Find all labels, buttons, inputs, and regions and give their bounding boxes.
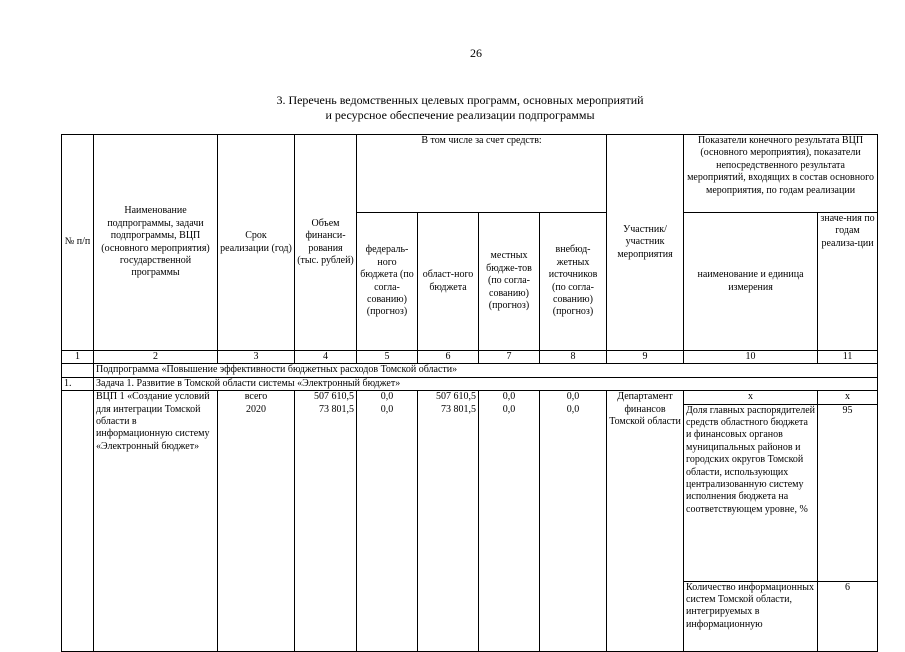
task-title: Задача 1. Развитие в Томской области системы «Электронный бюджет» xyxy=(94,377,878,390)
vcp-regional-total: 507 610,5 xyxy=(418,391,479,404)
col-number-2: 2 xyxy=(94,351,218,364)
col-number-6: 6 xyxy=(418,351,479,364)
vcp-participant: Департамент финансов Томской области xyxy=(607,391,684,651)
subprogram-num-cell xyxy=(62,364,94,377)
vcp-local-2020: 0,0 xyxy=(479,404,540,651)
vcp-volume-2020: 73 801,5 xyxy=(295,404,357,651)
col-number-10: 10 xyxy=(684,351,818,364)
vcp-extra-total: 0,0 xyxy=(540,391,607,404)
header-indicator-name: наименование и единица измерения xyxy=(684,213,818,351)
header-extra: внебюд-жетных источников (по согла-сованию) (прогноз) xyxy=(540,213,607,351)
task-number: 1. xyxy=(62,377,94,390)
col-number-8: 8 xyxy=(540,351,607,364)
header-federal: федераль-ного бюджета (по согла-сованию) (прогноз) xyxy=(357,213,418,351)
indicator-name-1: Доля главных распорядителей средств областного бюджета и финансовых органов муниципальных районов и городских округов Томской области, использующих централизованную систему исполнения бюджета на соответствующем уровне, % xyxy=(684,404,818,581)
indicator-value-2: 6 xyxy=(818,581,878,651)
col-number-11: 11 xyxy=(818,351,878,364)
header-indicator-value: значе-ния по годам реализа-ции xyxy=(818,213,878,351)
title-line-2: и ресурсное обеспечение реализации подпрограммы xyxy=(325,108,595,122)
header-local: местных бюдже-тов (по согла-сованию) (прогноз) xyxy=(479,213,540,351)
vcp-federal-2020: 0,0 xyxy=(357,404,418,651)
vcp-term-2020: 2020 xyxy=(218,404,295,651)
col-number-4: 4 xyxy=(295,351,357,364)
vcp-local-total: 0,0 xyxy=(479,391,540,404)
col-number-5: 5 xyxy=(357,351,418,364)
vcp-extra-2020: 0,0 xyxy=(540,404,607,651)
vcp-term-total: всего xyxy=(218,391,295,404)
vcp-indicator-x-name: х xyxy=(684,391,818,404)
indicator-value-1: 95 xyxy=(818,404,878,581)
col-number-3: 3 xyxy=(218,351,295,364)
vcp-num-cell xyxy=(62,391,94,651)
header-regional: област-ного бюджета xyxy=(418,213,479,351)
section-title xyxy=(0,93,905,123)
header-indicators: Показатели конечного результата ВЦП (основного мероприятия), показатели непосредственного результата мероприятий, входящих в состав основного мероприятия, по годам реализации xyxy=(684,135,878,213)
subprogram-title: Подпрограмма «Повышение эффективности бюджетных расходов Томской области» xyxy=(94,364,878,377)
col-number-1: 1 xyxy=(62,351,94,364)
header-name: Наименование подпрограммы, задачи подпрограммы, ВЦП (основного мероприятия) государственной программы xyxy=(94,135,218,351)
vcp-name: ВЦП 1 «Создание условий для интеграции Томской области в информационную систему «Электронный бюджет» xyxy=(94,391,218,651)
vcp-regional-2020: 73 801,5 xyxy=(418,404,479,651)
col-number-9: 9 xyxy=(607,351,684,364)
page-number: 26 xyxy=(470,46,482,60)
vcp-volume-total: 507 610,5 xyxy=(295,391,357,404)
header-num: № п/п xyxy=(62,135,94,351)
vcp-federal-total: 0,0 xyxy=(357,391,418,404)
title-line-1: 3. Перечень ведомственных целевых программ, основных мероприятий xyxy=(276,93,644,107)
vcp-indicator-x-value: х xyxy=(818,391,878,404)
header-volume: Объем финанси-рования (тыс. рублей) xyxy=(295,135,357,351)
program-table xyxy=(61,134,878,652)
header-term: Срок реализации (год) xyxy=(218,135,295,351)
header-including: В том числе за счет средств: xyxy=(357,135,607,213)
indicator-name-2: Количество информационных систем Томской области, интегрируемых в информационную xyxy=(684,581,818,651)
col-number-7: 7 xyxy=(479,351,540,364)
header-participant: Участник/ участник мероприятия xyxy=(607,135,684,351)
